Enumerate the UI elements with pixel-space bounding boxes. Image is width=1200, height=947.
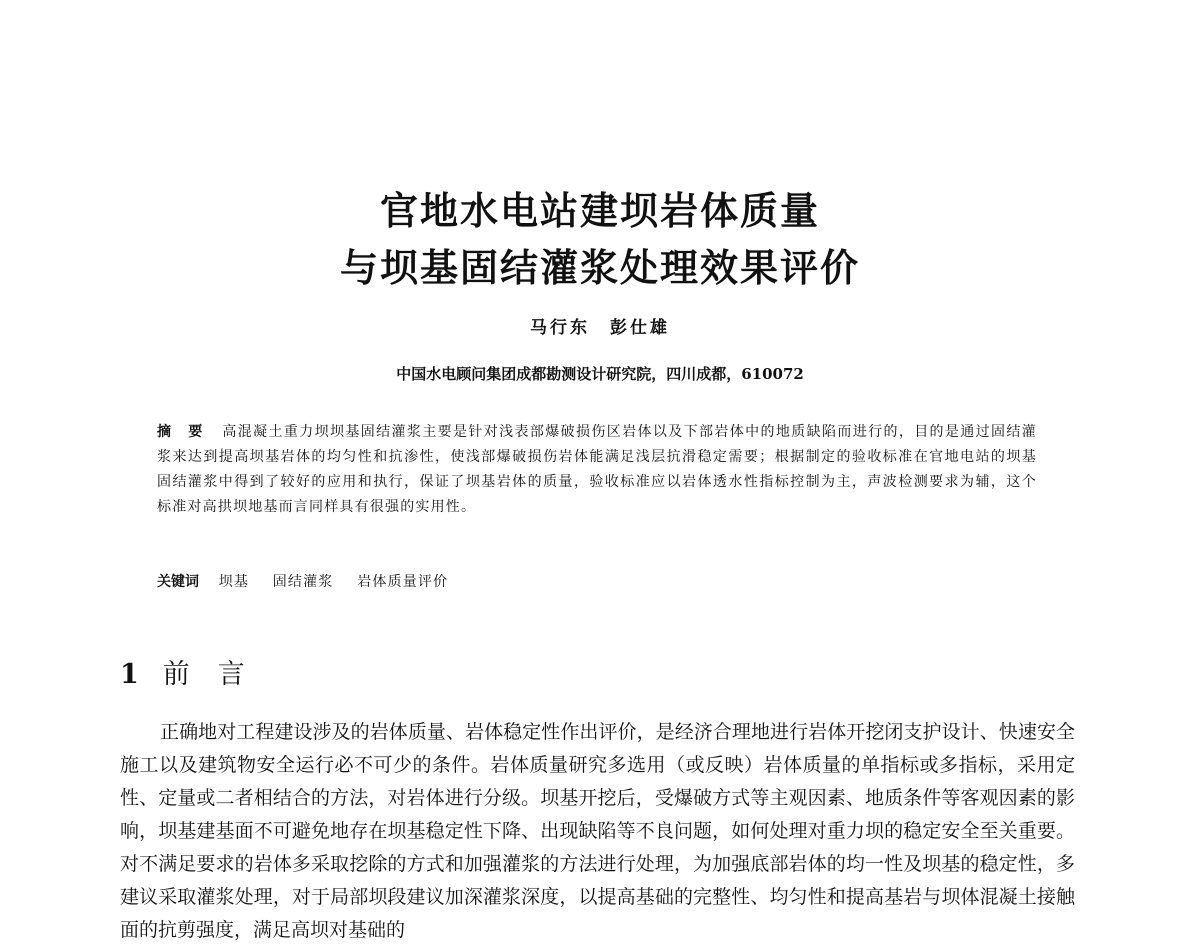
paper-title-line1: 官地水电站建坝岩体质量: [379, 189, 820, 233]
abstract-label: 摘 要: [157, 424, 209, 440]
authors: [0, 313, 1200, 338]
keywords: [157, 571, 1037, 591]
keywords-label: 关键词: [157, 574, 199, 590]
keyword-3: 岩体质量评价: [357, 574, 449, 590]
body-paragraph: 正确地对工程建设涉及的岩体质量、岩体稳定性作出评价，是经济合理地进行岩体开挖闭支护设计、快速安全施工以及建筑物安全运行必不可少的条件。岩体质量研究多选用（或反映）岩体质量的单指标或多指标，采用定性、定量或二者相结合的方法，对岩体进行分级。坝基开挖后，受爆破方式等主观因素、地质条件等客观因素的影响，坝基建基面不可避免地存在坝基稳定性下降、出现缺陷等不良问题，如何处理对重力坝的稳定安全至关重要。对不满足要求的岩体多采取挖除的方式和加强灌浆的方法进行处理，为加强底部岩体的均一性及坝基的稳定性，多建议采取灌浆处理，对于局部坝段建议加深灌浆深度，以提高基础的完整性、均匀性和提高基岩与坝体混凝土接触面的抗剪强度，满足高坝对基础的: [120, 721, 1075, 941]
section-heading: [120, 652, 273, 691]
author-1: 马行东: [530, 318, 590, 338]
abstract-text: 高混凝土重力坝坝基固结灌浆主要是针对浅表部爆破损伤区岩体以及下部岩体中的地质缺陷而进行的，目的是通过固结灌浆来达到提高坝基岩体的均匀性和抗渗性，使浅部爆破损伤岩体能满足浅层抗滑稳定需要；根据制定的验收标准在官地电站的坝基固结灌浆中得到了较好的应用和执行，保证了坝基岩体的质量，验收标准应以岩体透水性指标控制为主，声波检测要求为辅，这个标准对高拱坝地基而言同样具有很强的实用性。: [157, 424, 1037, 515]
keyword-1: 坝基: [218, 574, 250, 590]
keyword-2: 固结灌浆: [272, 574, 334, 590]
section-title: 前言: [162, 659, 273, 690]
section-number: 1: [120, 659, 139, 690]
paper-title-line2: 与坝基固结灌浆处理效果评价: [339, 246, 860, 290]
author-2: 彭仕雄: [610, 318, 670, 338]
affiliation: 中国水电顾问集团成都勘测设计研究院，四川成都，610072: [396, 365, 804, 383]
abstract: [157, 420, 1037, 520]
